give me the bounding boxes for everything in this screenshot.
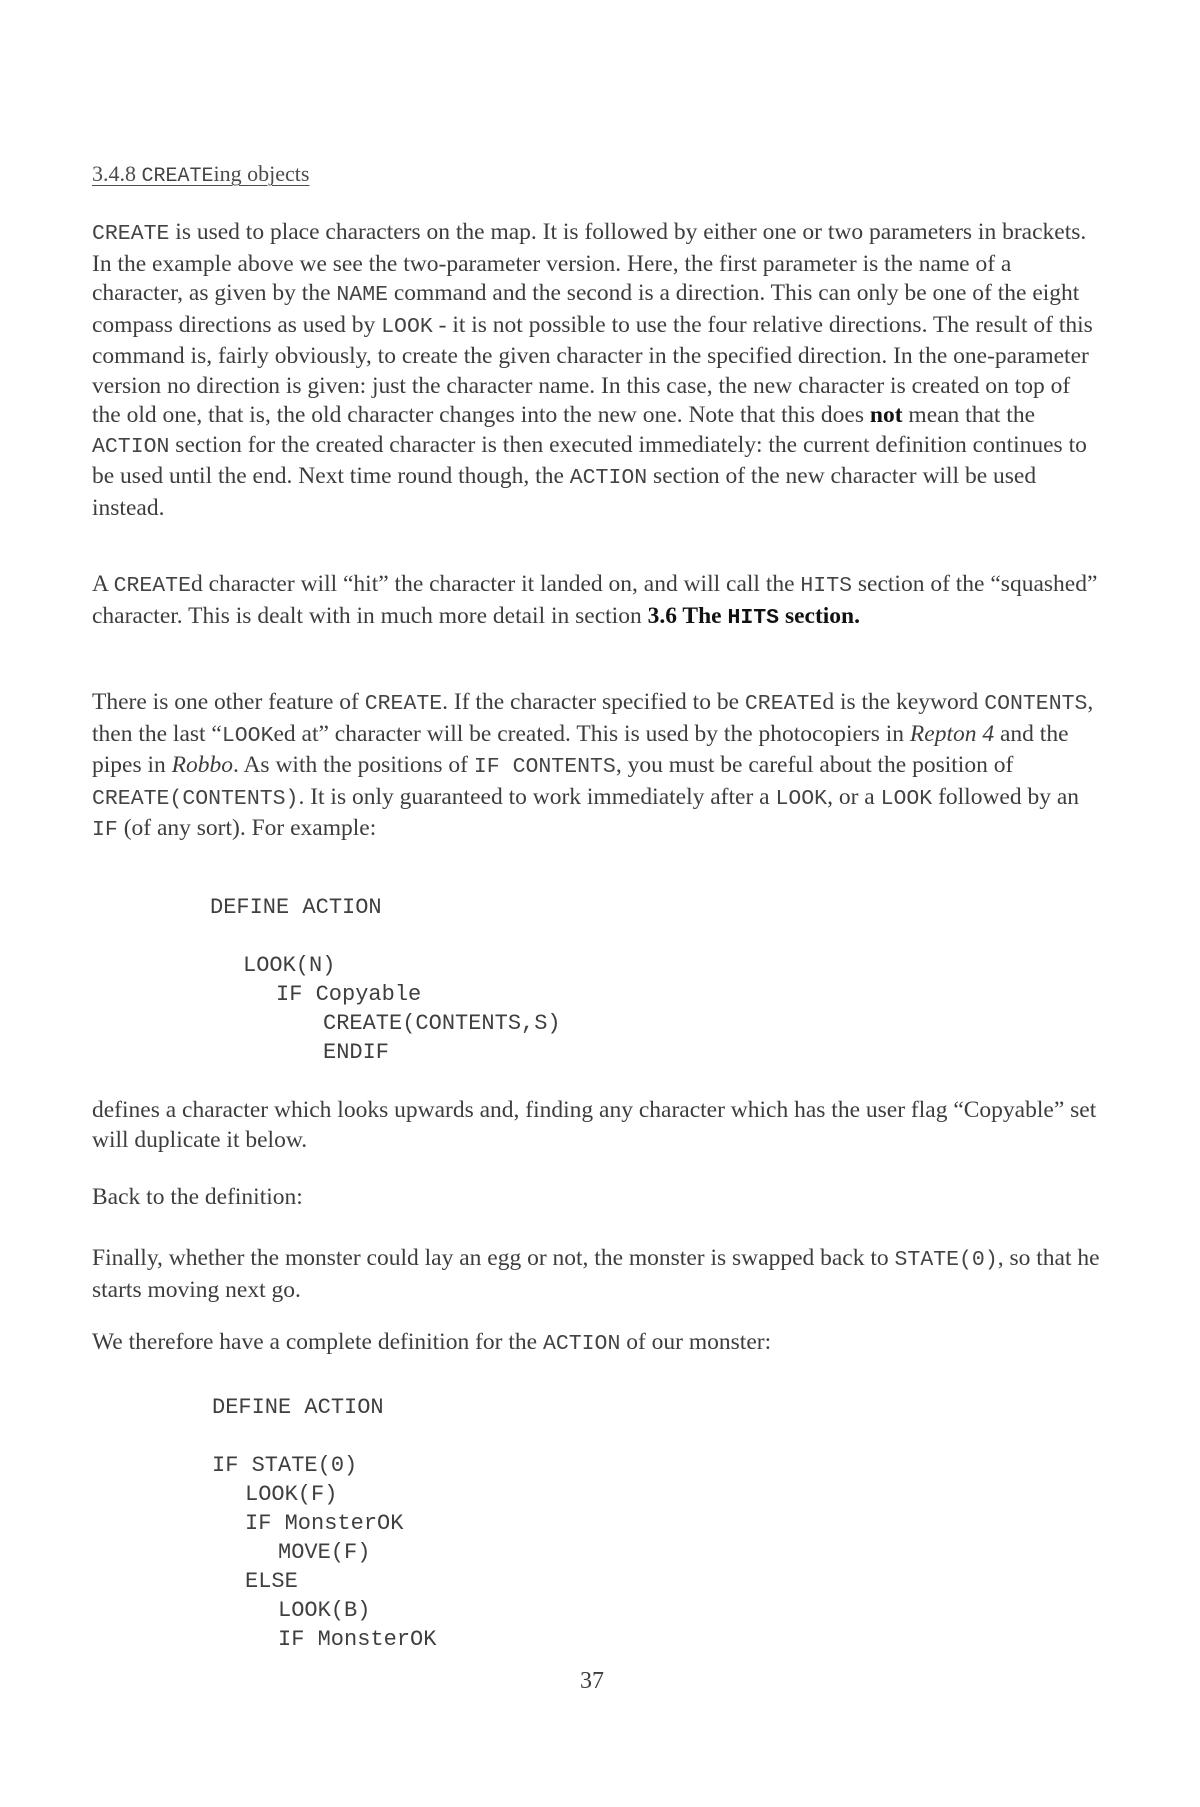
text-run: ed at” character will be created. This is used by the photocopiers in [273,720,910,747]
paragraph-back-to-definition: Back to the definition: [92,1184,303,1210]
code-term: STATE(0) [894,1248,998,1272]
paragraph-create-intro [92,218,1102,523]
code-term: CREATE(CONTENTS) [92,786,299,811]
code-line: CREATE(CONTENTS,S) [323,1011,561,1036]
text-run: and the pipes in [92,720,1069,778]
code-term: ACTION [92,434,170,459]
heading-rest: ing objects [213,161,310,186]
text-run: section of the new character will be used instead. [92,463,1037,521]
text-run: . As with the positions of [233,752,474,778]
code-line: IF MonsterOK [278,1627,437,1652]
code-line: IF STATE(0) [212,1453,358,1478]
code-term: CREATE [364,692,443,716]
code-term: ACTION [569,466,648,490]
text-run: . It is only guaranteed to work immediately after a [298,783,776,810]
text-run: section of the “squashed” character. This is dealt with in much more detail in section [92,571,1098,629]
code-line: IF MonsterOK [245,1511,404,1536]
heading-number: 3.4.8 [92,161,142,186]
code-line: DEFINE ACTION [210,895,382,920]
code-term: LOOK [880,786,933,811]
paragraph-example-explanation: defines a character which looks upwards and, finding any character which has the user flag “Copyable” set will duplicate it below. [92,1097,1097,1153]
text-run: - it is not possible to use the four relative directions. The result of this command is, fairly obviously, to create the given character in the specified direction. In the one-parameter version no direction is given: just the character name. In this case, the new character is created on top of the old one, that is, the old character changes into the new one. Note that this does [92,311,1093,428]
code-term: LOOK [775,786,828,811]
section-heading [92,160,309,191]
code-line: ENDIF [323,1040,390,1065]
bold-emphasis: not [869,402,903,428]
text-run: d character will “hit” the character it landed on, and will call the [190,571,801,597]
code-line: IF Copyable [276,982,422,1007]
code-term: CREATE [744,692,823,716]
code-term: ACTION [542,1332,621,1356]
section-reference-code: HITS [727,605,780,630]
text-run: command and the second is a direction. This can only be one of the eight compass directions as used by [92,280,1080,338]
page-number: 37 [580,1668,604,1694]
text-run: d is the keyword [822,689,985,715]
code-line: MOVE(F) [278,1540,371,1565]
text-run: is used to place characters on the map. It is followed by either one or two parameters in brackets. In the example above we see the two-parameter version. Here, the first parameter is the name of a character, as given by the [92,219,1087,306]
game-title: Repton 4 [909,720,995,747]
paragraph-complete-definition [92,1328,1102,1360]
text-run: followed by an [932,783,1080,810]
code-term: CREATE [92,222,170,246]
paragraph-create-contents [92,688,1102,846]
text-run: , or a [827,783,881,810]
code-term: IF [92,818,118,842]
text-run: section for the created character is then executed immediately: the current definition continues to be used until the end. Next time round though, the [92,431,1087,489]
paragraph-hits [92,570,1102,633]
text-run: (of any sort). For example: [117,815,377,841]
text-run: . If the character specified to be [442,689,745,715]
code-term: CREATE [113,574,191,598]
code-term: CONTENTS [984,692,1088,716]
text-run: Finally, whether the monster could lay an egg or not, the monster is swapped back to [92,1245,895,1271]
text-run: , you must be careful about the position of [615,752,1014,778]
code-line: LOOK(N) [243,953,336,978]
code-term: IF CONTENTS [473,755,616,779]
text-run: We therefore have a complete definition for the [92,1329,543,1355]
code-term: NAME [336,283,388,307]
text-run: There is one other feature of [92,689,365,715]
code-line: LOOK(B) [278,1598,371,1623]
text-run: , then the last “ [92,689,1094,747]
section-reference: 3.6 The [647,602,728,629]
heading-keyword: CREATE [141,165,214,188]
text-run: mean that the [902,402,1036,428]
code-term: HITS [800,574,853,598]
text-run: A [92,571,114,597]
text-run: , so that he starts moving next go. [92,1245,1100,1303]
code-line: ELSE [245,1569,298,1594]
text-run: of our monster: [620,1329,772,1355]
code-term: LOOK [221,723,274,748]
game-title: Robbo [171,752,233,778]
paragraph-state-reset [92,1244,1102,1305]
section-reference: section. [779,602,860,629]
code-line: DEFINE ACTION [212,1395,384,1420]
code-line: LOOK(F) [245,1482,338,1507]
code-term: LOOK [381,314,433,339]
